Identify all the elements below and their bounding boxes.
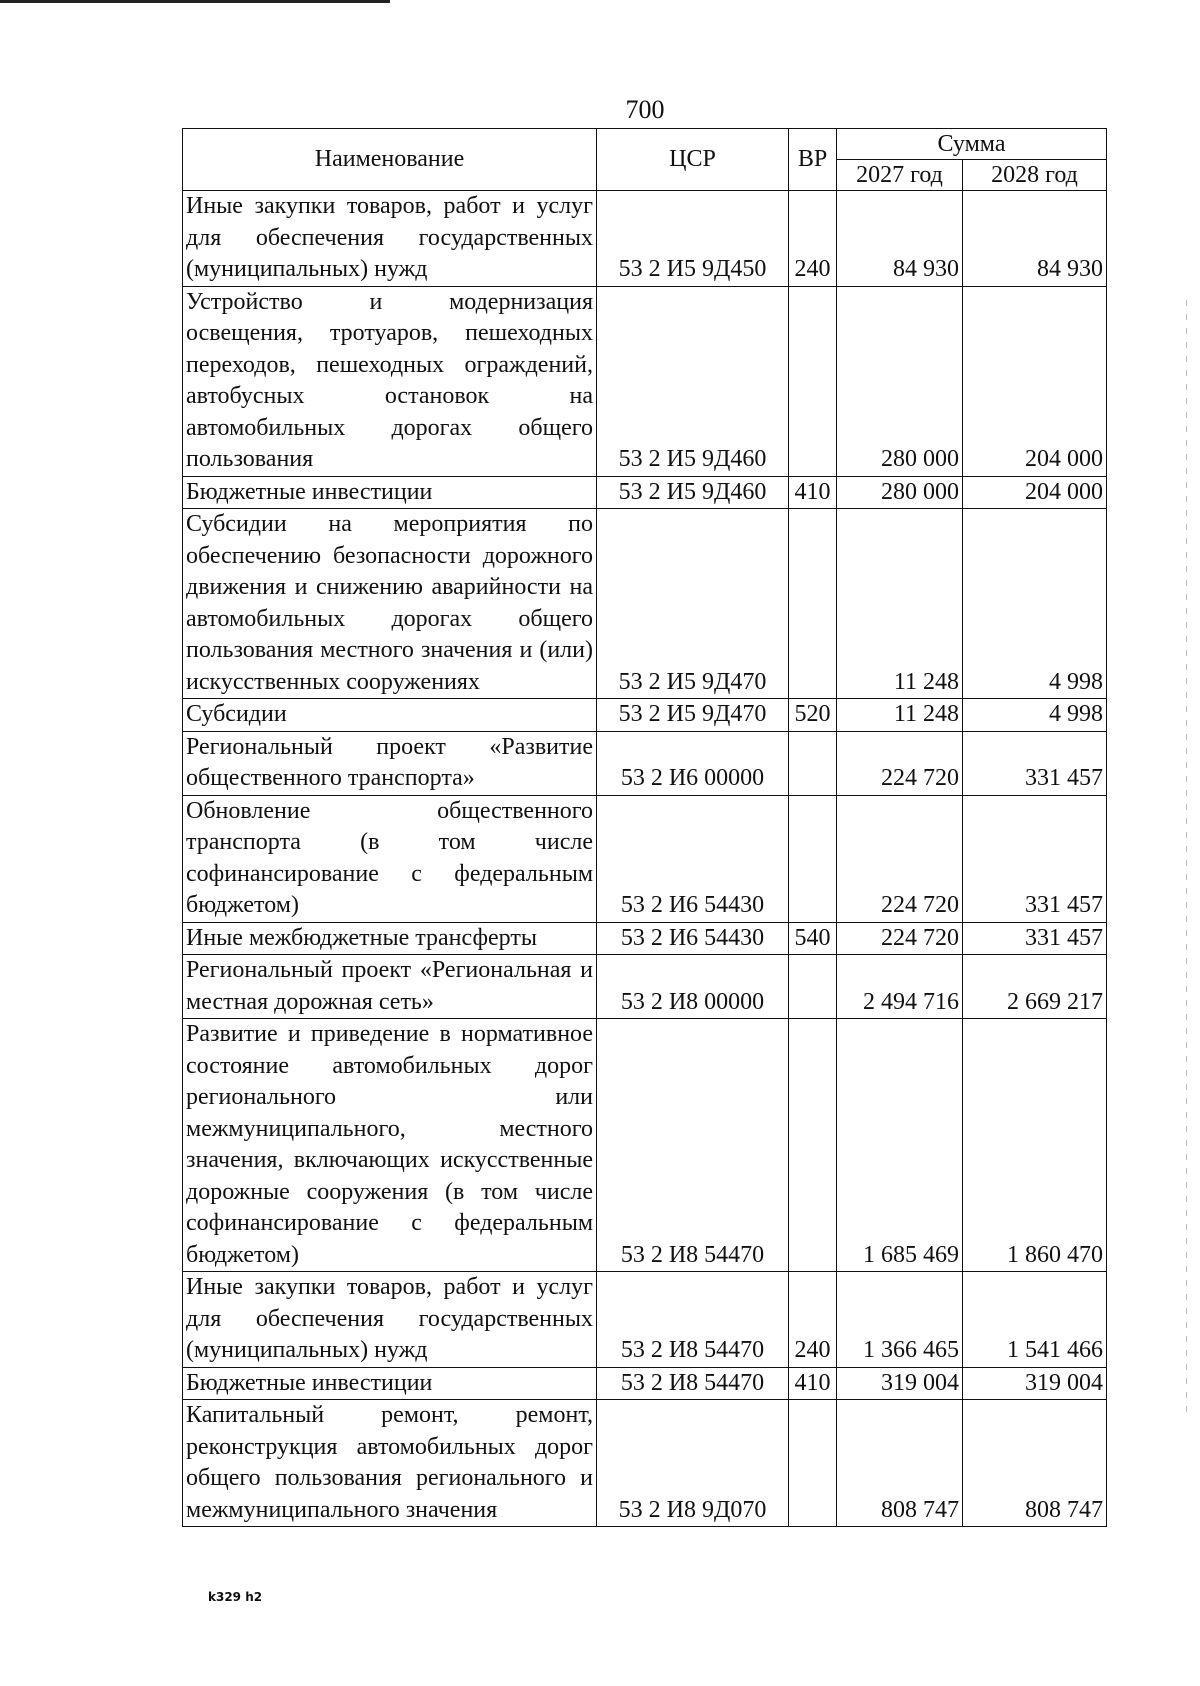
row-2027-cell: 224 720 [837, 731, 963, 795]
row-csr-cell: 53 2 И5 9Д460 [597, 286, 789, 476]
row-2027-cell: 224 720 [837, 795, 963, 922]
table-row [183, 1400, 1107, 1527]
scan-edge-line [0, 0, 390, 3]
row-name-cell: Субсидии на мероприятия по обеспечению безопасности дорожного движения и снижению аварийности на автомобильных дорогах общего пользования местного значения и (или) искусственных сооружениях [183, 509, 597, 699]
row-csr-cell: 53 2 И6 54430 [597, 922, 789, 955]
row-name-cell: Бюджетные инвестиции [183, 1367, 597, 1400]
page-number: 700 [625, 95, 665, 124]
row-csr-cell: 53 2 И5 9Д460 [597, 476, 789, 509]
table-row [183, 1367, 1107, 1400]
row-2027-cell: 11 248 [837, 509, 963, 699]
row-name-cell: Развитие и приведение в нормативное состояние автомобильных дорог регионального или межмуниципального, местного значения, включающих искусственные дорожные сооружения (в том числе софинансирование с федеральным бюджетом) [183, 1019, 597, 1272]
row-2027-cell: 808 747 [837, 1400, 963, 1527]
row-2028-cell: 2 669 217 [963, 955, 1107, 1019]
table-row [183, 1019, 1107, 1272]
table-body [183, 191, 1107, 1527]
header-vr: ВР [789, 129, 837, 191]
table-row [183, 955, 1107, 1019]
row-csr-cell: 53 2 И8 9Д070 [597, 1400, 789, 1527]
row-2028-cell: 204 000 [963, 476, 1107, 509]
row-vr-cell [789, 795, 837, 922]
header-year-2028: 2028 год [963, 160, 1107, 191]
table-row [183, 922, 1107, 955]
row-2028-cell: 4 998 [963, 509, 1107, 699]
row-2028-cell: 808 747 [963, 1400, 1107, 1527]
table-row [183, 509, 1107, 699]
row-vr-cell: 410 [789, 476, 837, 509]
row-2028-cell: 1 541 466 [963, 1272, 1107, 1368]
row-vr-cell: 520 [789, 699, 837, 732]
header-year-2027: 2027 год [837, 160, 963, 191]
row-csr-cell: 53 2 И6 54430 [597, 795, 789, 922]
row-name-cell: Капитальный ремонт, ремонт, реконструкция автомобильных дорог общего пользования регионального и межмуниципального значения [183, 1400, 597, 1527]
row-name-cell: Устройство и модернизация освещения, тротуаров, пешеходных переходов, пешеходных ограждений, автобусных остановок на автомобильных дорогах общего пользования [183, 286, 597, 476]
budget-table [182, 128, 1107, 1527]
row-csr-cell: 53 2 И8 00000 [597, 955, 789, 1019]
row-2027-cell: 11 248 [837, 699, 963, 732]
table-row [183, 191, 1107, 287]
row-name-cell: Иные закупки товаров, работ и услуг для обеспечения государственных (муниципальных) нужд [183, 191, 597, 287]
table-row [183, 286, 1107, 476]
row-vr-cell [789, 731, 837, 795]
row-vr-cell [789, 1019, 837, 1272]
row-csr-cell: 53 2 И8 54470 [597, 1019, 789, 1272]
row-name-cell: Обновление общественного транспорта (в том числе софинансирование с федеральным бюджетом) [183, 795, 597, 922]
row-vr-cell: 540 [789, 922, 837, 955]
row-csr-cell: 53 2 И8 54470 [597, 1367, 789, 1400]
row-csr-cell: 53 2 И5 9Д470 [597, 699, 789, 732]
row-csr-cell: 53 2 И5 9Д450 [597, 191, 789, 287]
footer-code: k329 h2 [208, 1590, 263, 1604]
header-sum: Сумма [837, 129, 1107, 160]
row-name-cell: Субсидии [183, 699, 597, 732]
row-vr-cell [789, 509, 837, 699]
row-2028-cell: 204 000 [963, 286, 1107, 476]
row-2028-cell: 319 004 [963, 1367, 1107, 1400]
row-vr-cell [789, 286, 837, 476]
table-row [183, 699, 1107, 732]
row-2027-cell: 1 685 469 [837, 1019, 963, 1272]
table-row [183, 795, 1107, 922]
scan-margin-mark [1186, 300, 1187, 1420]
row-2028-cell: 331 457 [963, 795, 1107, 922]
row-2027-cell: 84 930 [837, 191, 963, 287]
row-2027-cell: 2 494 716 [837, 955, 963, 1019]
row-2028-cell: 331 457 [963, 922, 1107, 955]
table-row [183, 731, 1107, 795]
row-2027-cell: 280 000 [837, 286, 963, 476]
row-name-cell: Иные закупки товаров, работ и услуг для обеспечения государственных (муниципальных) нужд [183, 1272, 597, 1368]
table-row [183, 1272, 1107, 1368]
row-2028-cell: 331 457 [963, 731, 1107, 795]
row-2027-cell: 319 004 [837, 1367, 963, 1400]
row-vr-cell: 240 [789, 191, 837, 287]
row-csr-cell: 53 2 И6 00000 [597, 731, 789, 795]
row-name-cell: Региональный проект «Региональная и местная дорожная сеть» [183, 955, 597, 1019]
row-name-cell: Иные межбюджетные трансферты [183, 922, 597, 955]
row-csr-cell: 53 2 И8 54470 [597, 1272, 789, 1368]
row-2028-cell: 1 860 470 [963, 1019, 1107, 1272]
row-name-cell: Региональный проект «Развитие общественного транспорта» [183, 731, 597, 795]
row-2027-cell: 1 366 465 [837, 1272, 963, 1368]
row-vr-cell [789, 1400, 837, 1527]
row-vr-cell: 240 [789, 1272, 837, 1368]
row-2027-cell: 280 000 [837, 476, 963, 509]
row-2027-cell: 224 720 [837, 922, 963, 955]
row-vr-cell [789, 955, 837, 1019]
row-name-cell: Бюджетные инвестиции [183, 476, 597, 509]
header-name: Наименование [183, 129, 597, 191]
row-2028-cell: 84 930 [963, 191, 1107, 287]
table-row [183, 476, 1107, 509]
row-vr-cell: 410 [789, 1367, 837, 1400]
row-2028-cell: 4 998 [963, 699, 1107, 732]
table-header [183, 129, 1107, 191]
row-csr-cell: 53 2 И5 9Д470 [597, 509, 789, 699]
header-csr: ЦСР [597, 129, 789, 191]
